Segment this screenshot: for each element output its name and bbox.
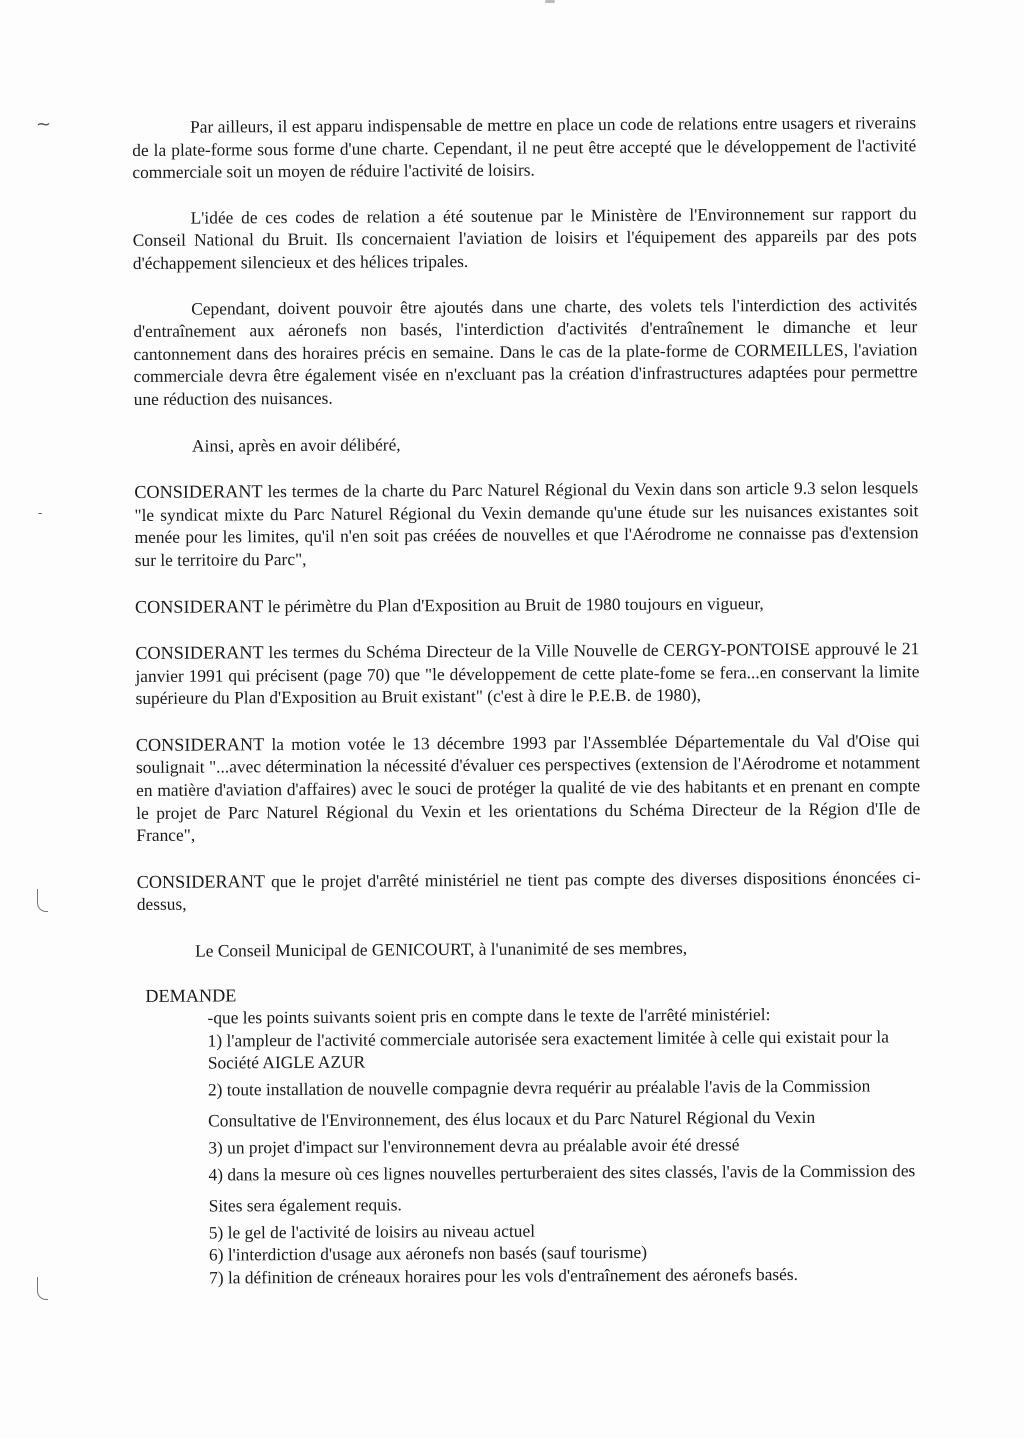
paragraph-conseil-municipal: Le Conseil Municipal de GENICOURT, à l'unanimité de ses membres, [195,937,688,961]
considerant-text: le périmètre du Plan d'Exposition au Bruit de 1980 toujours en vigueur, [267,592,764,616]
paragraph-ainsi: Ainsi, après en avoir délibéré, [191,433,401,456]
considerant-keyword: CONSIDERANT [134,595,264,617]
demande-item-7: 7) la définition de créneaux horaires pour les vols d'entraînement des aéronefs basés. [209,1263,799,1288]
margin-mark-2: - [38,506,43,520]
paragraph-par-ailleurs: Par ailleurs, il est apparu indispensable de mettre en place un code de relations entre usagers et riverains de la plate-forme sous forme d'une charte. Cependant, il ne peut être accepté que le développement de l'activité commerciale soit un moyen de réduire l'activité de loisirs. [132,112,917,183]
demande-list [137,1002,923,1289]
paragraph-idee-codes: L'idée de ces codes de relation a été soutenue par le Ministère de l'Environnement sur rapport du Conseil National du Bruit. Ils concernaient l'aviation de loisirs et l'équipement des appareils par des pots d'échappement silencieux et des hélices tripales. [132,202,917,273]
considerant-text: les termes du Schéma Directeur de la Ville Nouvelle de CERGY-PONTOISE approuvé le 21 janvier 1991 qui précisent (page 70) que "le développement de cette plate-fome se fera...en conservant la limite supérieure du Plan d'Exposition au Bruit existant" (c'est à dire le P.E.B. de 1980), [135,638,920,709]
scan-artifact-top [545,0,555,3]
considerant-text: que le projet d'arrêté ministériel ne tient pas compte des diverses dispositions énoncées ci-dessus, [136,867,921,915]
considerant-text: les termes de la charte du Parc Naturel Régional du Vexin dans son article 9.3 selon lesquels "le syndicat mixte du Parc Naturel Régional du Vexin demande qu'une étude sur les nuisances existantes soit menée pour les limites, qu'il n'en soit pas créées de nouvelles et que l'Aérodrome ne connaisse pas d'extension sur le territoire du Parc", [134,477,919,570]
considerant-schema-directeur [135,637,919,710]
considerant-keyword: CONSIDERANT [134,481,263,503]
demande-heading: DEMANDE [145,985,237,1006]
considerant-plan-exposition [135,591,919,618]
punch-mark-1 [37,889,48,912]
demande-item-5: 5) le gel de l'activité de loisirs au niveau actuel [208,1220,536,1243]
document-body [132,111,923,1289]
margin-mark-1: ~ [36,114,52,135]
considerant-keyword: CONSIDERANT [135,642,264,664]
considerant-motion-val-oise [136,729,921,847]
considerant-keyword: CONSIDERANT [136,871,266,892]
punch-mark-2 [37,1277,48,1300]
considerant-text: la motion votée le 13 décembre 1993 par l'Assemblée Départementale du Val d'Oise qui soulignait "...avec détermination la nécessité d'évaluer ces perspectives (extension de l'Aérodrome et notamment en matière d'aviation d'affaires) avec le souci de protéger la qualité de vie des habitants et en prenant en compte le projet de Parc Naturel Régional du Vexin et les orientations du Schéma Directeur de la Région d'Ile de France", [135,730,921,846]
demande-item-6: 6) l'interdiction d'usage aux aéronefs non basés (sauf tourisme) [208,1242,648,1265]
paragraph-cependant: Cependant, doivent pouvoir être ajoutés dans une charte, des volets tels l'interdiction des activités d'entraînement aux aéronefs non basés, l'interdiction d'activités d'entraînement le dimanche et leur cantonnement dans des horaires précis en semaine. Dans le cas de la plate-forme de CORMEILLES, l'aviation commerciale devra être également visée en n'excluant pas la création d'infrastructures adaptées pour permettre une réduction des nuisances. [133,293,918,409]
demande-item-3: 3) un projet d'impact sur l'environnement devra au préalable avoir été dressé [208,1134,740,1158]
demande-item-2: 2) toute installation de nouvelle compagnie devra requérir au préalable l'avis de la Commission Consultative de l'Environnement, des élus locaux et du Parc Naturel Régional du Vexin [207,1075,871,1131]
demande-item-1: 1) l'ampleur de l'activité commerciale autorisée sera exactement limitée à celle qui existait pour la Société AIGLE AZUR [207,1026,890,1073]
considerant-projet-arrete [137,866,921,916]
demande-item-4: 4) dans la mesure où ces lignes nouvelles perturberaient des sites classés, l'avis de la Commission des Sites sera également requis. [208,1159,916,1216]
considerant-charte-vexin [134,476,919,571]
considerant-keyword: CONSIDERANT [135,734,265,755]
demande-intro: -que les points suivants soient pris en compte dans le texte de l'arrêté ministériel: [207,1004,771,1028]
